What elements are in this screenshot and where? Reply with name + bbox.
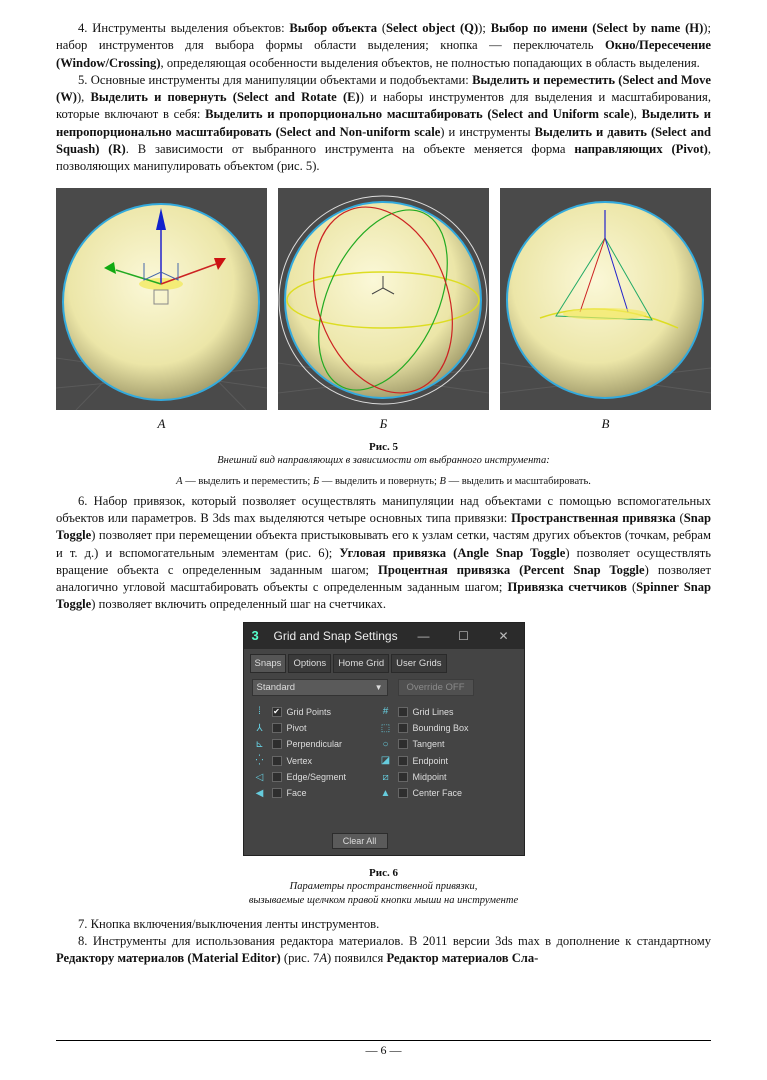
snaps-list: ⁞ ✔ Grid Points # Grid Lines ⅄ Pivot ⬚ Bounding Box ⊾ Perpendicular ○ Tangent ⁛ Vertex ◪ Endpoint ◁ Edge/Segment ⧄ Midpoint ◀ Face ▲ Center Face: [244, 696, 524, 802]
figure-6-caption: [56, 866, 711, 908]
bounding-box-icon: ⬚: [380, 722, 391, 734]
figure-6-caption-line1: Параметры пространственной привязки,: [289, 880, 478, 892]
minimize-button[interactable]: —: [417, 628, 430, 643]
letter-b: Б: [379, 415, 388, 431]
paragraph-8: 8. Инструменты для использования редактора материалов. В 2011 версии 3ds max в дополнение к стандартному Редактору материалов (Material Editor) (рис. 7А) появился Редактор материалов Сла-: [56, 934, 711, 966]
tab-user-grids[interactable]: User Grids: [391, 654, 446, 673]
dialog-titlebar: [244, 623, 524, 649]
figure-6-caption-line2: вызываемые щелчком правой кнопки мыши на инструменте: [248, 894, 519, 906]
tab-home-grid[interactable]: Home Grid: [333, 654, 389, 673]
paragraph-5: 5. Основные инструменты для манипуляции объектами и подобъектами: Выделить и переместить (Select and Move (W)), Выделить и повернуть (Select and Rotate (E)) и наборы инструментов для выделения и масштабирования, которые включают в себя: Выделить и пропорционально масштабировать (Select and Uniform scale), Выделить и непропорционально масштабировать (Select and Non-uniform scale) и инструменты Выделить и давить (Select and Squash) (R). В зависимости от выбранного инструмента на объекте меняется форма направляющих (Pivot), позволяющих манипулировать объектом (рис. 5).: [56, 72, 711, 174]
center-face-checkbox[interactable]: [398, 788, 408, 798]
tangent-checkbox[interactable]: [398, 739, 408, 749]
override-button[interactable]: Override OFF: [398, 679, 474, 696]
face-icon: ◀: [255, 787, 264, 799]
grid-lines-checkbox[interactable]: [398, 707, 408, 717]
tab-snaps[interactable]: Snaps: [250, 654, 287, 673]
paragraph-7: 7. Кнопка включения/выключения ленты инструментов.: [78, 916, 380, 931]
pivot-icon: ⅄: [256, 722, 263, 734]
figure-5-caption: [56, 440, 711, 468]
letter-a: А: [157, 415, 166, 431]
page-content: [56, 20, 711, 968]
maximize-button[interactable]: ☐: [458, 628, 469, 643]
grid-points-icon: ⁞: [258, 706, 261, 718]
figure-5-title: Внешний вид направляющих в зависимости от выбранного инструмента:: [217, 454, 550, 466]
figure-5-legend: А — выделить и переместить; Б — выделить и повернуть; В — выделить и масштабировать.: [176, 475, 591, 487]
grid-points-checkbox[interactable]: ✔: [273, 706, 280, 716]
face-checkbox[interactable]: [272, 788, 282, 798]
endpoint-checkbox[interactable]: [398, 756, 408, 766]
chevron-down-icon: ▼: [374, 682, 383, 692]
letter-c: В: [601, 415, 610, 431]
paragraph-4: 4. Инструменты выделения объектов: Выбор объекта (Select object (Q)); Выбор по имени (Select by name (H)); набор инструментов для выбора формы области выделения; кнопка — переключатель Окно/Пересечение (Window/Crossing), определяющая особенности выделения объектов, не полностью попадающих в область выделения.: [56, 21, 711, 70]
viewport-move: [56, 188, 267, 410]
viewport-scale: [500, 188, 711, 410]
grid-snap-dialog: [243, 622, 525, 856]
clear-all-button[interactable]: Clear All: [332, 833, 388, 849]
grid-lines-icon: #: [382, 706, 389, 718]
perpendicular-icon: ⊾: [255, 738, 264, 750]
figure-6-number: Рис. 6: [369, 866, 398, 879]
edge-segment-icon: ◁: [255, 771, 264, 783]
paragraph-6: 6. Набор привязок, который позволяет осуществлять манипуляции над объектами с помощью вспомогательных объектов или параметров. В 3ds max выделяются четыре основных типа привязки: Пространственная привязка (Snap Toggle) позволяет при перемещении объекта пристыковывать его к узлам сетки, частям других объектов (точкам, ребрам и т. д.) и вспомогательным элементам (рис. 6); Угловая привязка (Angle Snap Toggle) позволяет осуществлять вращение объекта с определенным заданным шагом; Процентная привязка (Percent Snap Toggle) позволяет аналогично угловой масштабировать объекты с определенным заданным шагом; Привязка счетчиков (Spinner Snap Toggle) позволяет включить определенный шаг на счетчиках.: [56, 493, 711, 612]
figure-5-images: [56, 188, 711, 410]
preset-dropdown[interactable]: Standard ▼: [252, 679, 388, 696]
tangent-icon: ○: [382, 738, 389, 750]
midpoint-icon: ⧄: [382, 771, 389, 783]
dialog-tabs: [244, 649, 524, 673]
figure-5-letters: [56, 416, 711, 432]
edge-segment-checkbox[interactable]: [272, 772, 282, 782]
app-logo-icon: 3: [251, 627, 259, 643]
perpendicular-checkbox[interactable]: [272, 739, 282, 749]
page-number: — 6 —: [56, 1040, 711, 1058]
vertex-icon: ⁛: [255, 755, 264, 767]
tab-options[interactable]: Options: [288, 654, 331, 673]
endpoint-icon: ◪: [380, 755, 391, 767]
pivot-checkbox[interactable]: [272, 723, 282, 733]
dialog-title: Grid and Snap Settings: [273, 628, 398, 643]
bounding-box-checkbox[interactable]: [398, 723, 408, 733]
close-button[interactable]: ✕: [498, 628, 509, 643]
vertex-checkbox[interactable]: [272, 756, 282, 766]
midpoint-checkbox[interactable]: [398, 772, 408, 782]
center-face-icon: ▲: [380, 787, 391, 799]
viewport-rotate: [278, 188, 489, 410]
figure-5-number: Рис. 5: [369, 440, 398, 453]
